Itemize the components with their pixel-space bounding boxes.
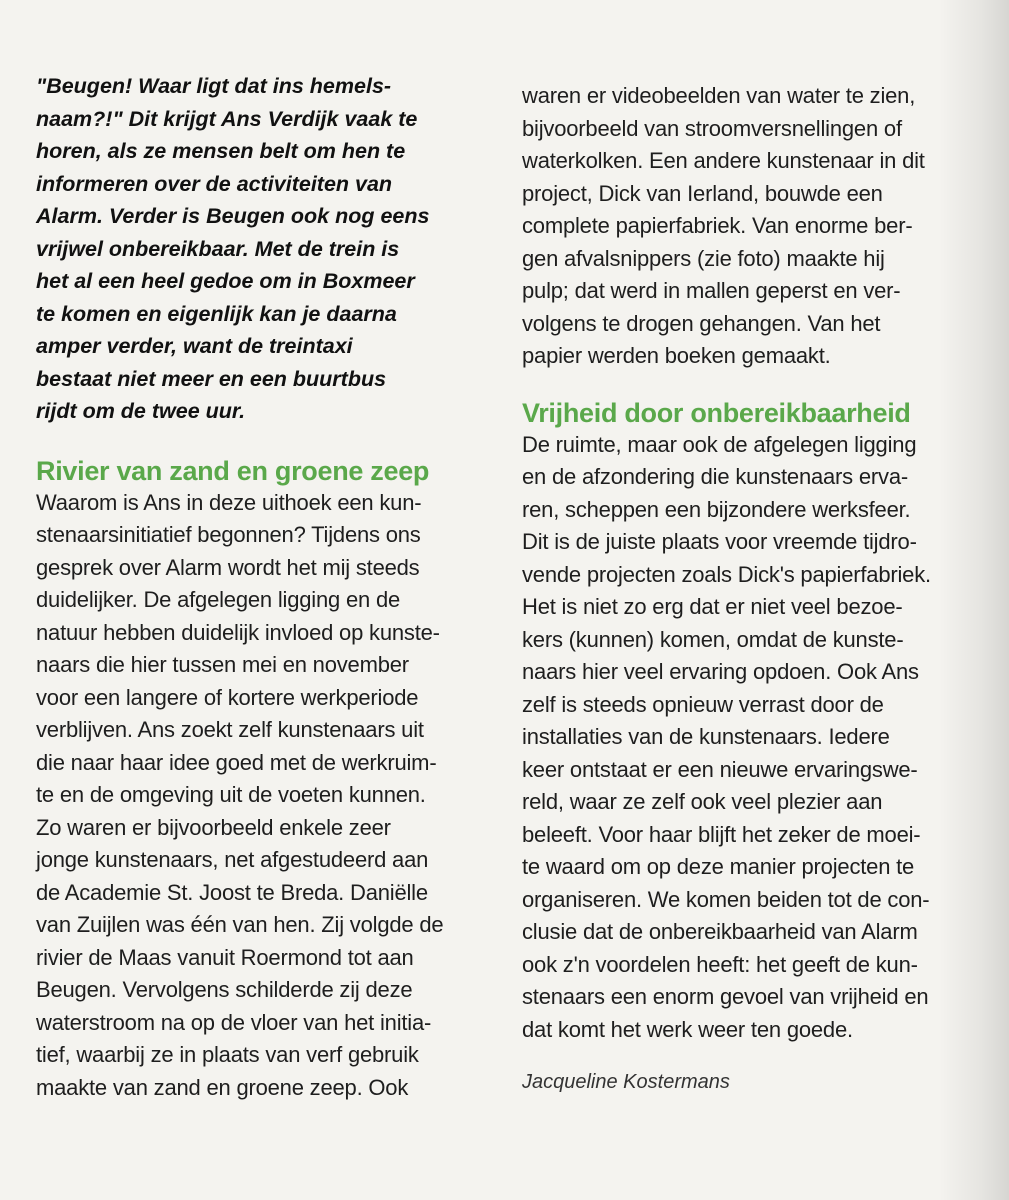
lead-line: te komen en eigenlijk kan je daarna [36,301,397,326]
body-line: stenaars een enorm gevoel van vrijheid en [522,984,929,1009]
body-line: papier werden boeken gemaakt. [522,343,831,368]
lead-line: vrijwel onbereikbaar. Met de trein is [36,236,400,261]
body-line: verblijven. Ans zoekt zelf kunstenaars uit [36,717,424,742]
body-line: te en de omgeving uit de voeten kunnen. [36,782,426,807]
body-line: ook z'n voordelen heeft: het geeft de kun- [522,951,918,977]
body-line: dat komt het werk weer ten goede. [522,1016,853,1042]
left-column [36,70,484,1104]
lead-line: amper verder, want de treintaxi [36,334,353,358]
lead-line: rijdt om de twee uur. [36,399,246,423]
body-line: tief, waarbij ze in plaats van verf gebruik [36,1042,419,1067]
body-line: bijvoorbeeld van stroomversnellingen of [522,115,902,141]
section-body-rivier [36,487,484,1105]
body-line: kers (kunnen) komen, omdat de kunste- [522,626,904,652]
body-line: beleeft. Voor haar blijft het zeker de moei- [522,821,921,847]
body-line: volgens te drogen gehangen. Van het [522,310,881,336]
lead-line: horen, als ze mensen belt om hen te [36,139,406,163]
section-heading-rivier: Rivier van zand en groene zeep [36,455,430,486]
section-heading-vrijheid: Vrijheid door onbereikbaarheid [522,397,911,428]
body-line: duidelijker. De afgelegen ligging en de [36,587,401,612]
body-line: en de afzondering die kunstenaars erva- [522,464,909,489]
section-body-vrijheid [522,429,962,1047]
body-line: naars hier veel ervaring opdoen. Ook Ans [522,659,919,684]
body-line: te waard om op deze manier projecten te [522,854,915,879]
body-line: Waarom is Ans in deze uithoek een kun- [36,489,422,515]
body-line: Dit is de juiste plaats voor vreemde tijdro- [522,529,917,554]
body-line: voor een langere of kortere werkperiode [36,684,419,710]
body-line: complete papierfabriek. Van enorme ber- [522,213,913,238]
lead-line: het al een heel gedoe om in Boxmeer [36,269,415,293]
body-line: jonge kunstenaars, net afgestudeerd aan [36,847,429,872]
body-line: keer ontstaat er een nieuwe ervaringswe- [522,756,918,782]
body-line: Zo waren er bijvoorbeeld enkele zeer [36,814,391,840]
body-line: installaties van de kunstenaars. Iedere [522,724,890,749]
body-line: Het is niet zo erg dat er niet veel bezoe- [522,594,903,619]
lead-line: informeren over de activiteiten van [36,171,393,196]
body-line: Beugen. Vervolgens schilderde zij deze [36,977,413,1002]
continued-paragraph [522,80,962,373]
lead-line: naam?!" Dit krijgt Ans Verdijk vaak te [36,106,418,131]
right-column [522,80,962,1094]
body-line: van Zuijlen was één van hen. Zij volgde de [36,912,444,937]
lead-line: bestaat niet meer en een buurtbus [36,366,387,391]
body-line: natuur hebben duidelijk invloed op kunste- [36,619,440,645]
body-line: ren, scheppen een bijzondere werksfeer. [522,496,911,522]
body-line: vende projecten zoals Dick's papierfabriek. [522,561,931,587]
body-line: waterkolken. Een andere kunstenaar in dit [522,148,925,173]
body-line: naars die hier tussen mei en november [36,652,409,677]
body-line: waterstroom na op de vloer van het initia- [36,1009,432,1035]
body-line: zelf is steeds opnieuw verrast door de [522,691,884,717]
body-line: gesprek over Alarm wordt het mij steeds [36,554,420,580]
body-line: reld, waar ze zelf ook veel plezier aan [522,789,883,814]
body-line: clusie dat de onbereikbaarheid van Alarm [522,919,918,944]
body-line: De ruimte, maar ook de afgelegen ligging [522,431,917,457]
body-line: project, Dick van Ierland, bouwde een [522,180,883,206]
body-line: de Academie St. Joost te Breda. Daniëlle [36,879,428,905]
body-line: stenaarsinitiatief begonnen? Tijdens ons [36,522,421,547]
body-line: pulp; dat werd in mallen geperst en ver- [522,278,901,303]
body-line: die naar haar idee goed met de werkruim- [36,749,437,775]
body-line: organiseren. We komen beiden tot de con- [522,886,930,912]
body-line: waren er videobeelden van water te zien, [522,83,916,108]
author-byline: Jacqueline Kostermans [522,1071,730,1093]
lead-line: Alarm. Verder is Beugen ook nog eens [36,204,430,228]
lead-line: "Beugen! Waar ligt dat ins hemels- [36,74,392,98]
body-line: gen afvalsnippers (zie foto) maakte hij [522,245,885,271]
lead-paragraph [36,70,484,428]
body-line: maakte van zand en groene zeep. Ook [36,1074,409,1100]
body-line: rivier de Maas vanuit Roermond tot aan [36,944,414,970]
